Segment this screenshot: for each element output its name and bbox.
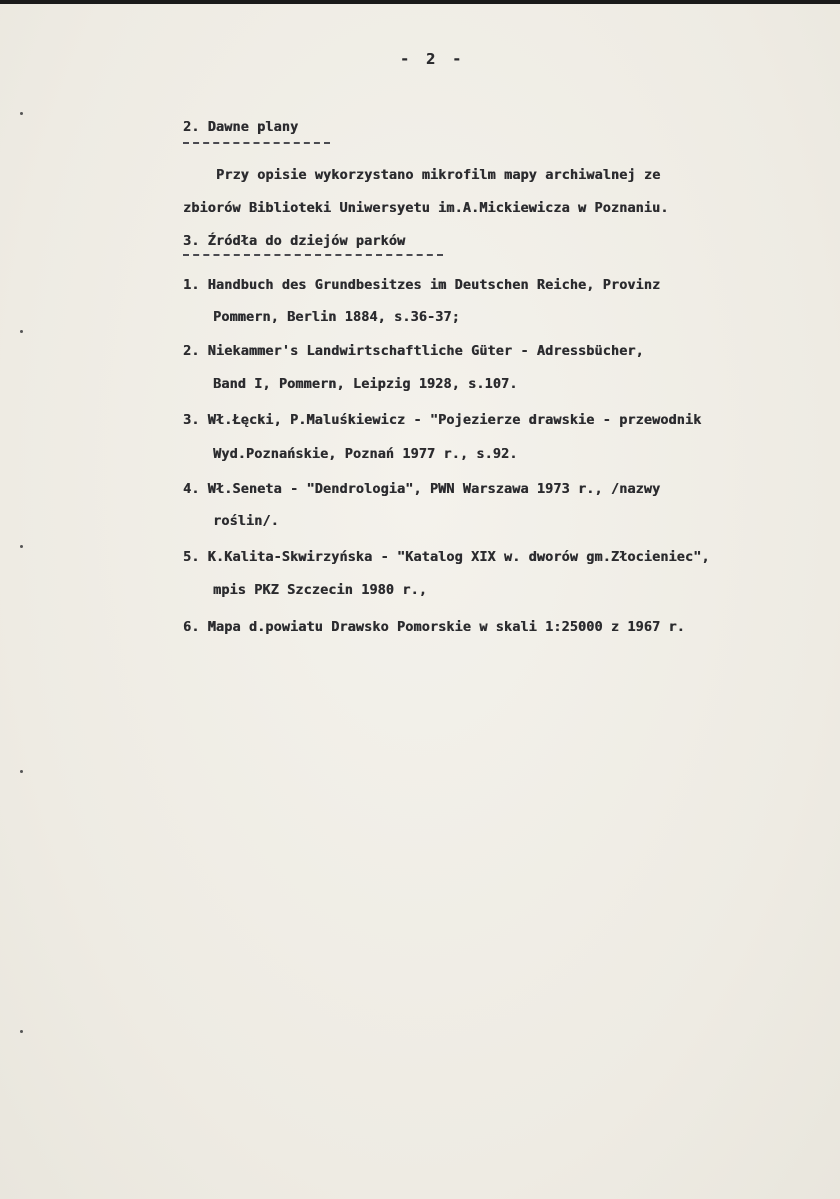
section-2-underline <box>183 142 330 144</box>
source-item-1-line-1: 1. Handbuch des Grundbesitzes im Deutschen Reiche, Provinz <box>183 277 661 293</box>
section-2-paragraph-line-2: zbiorów Biblioteki Uniwersyetu im.A.Mickiewicza w Poznaniu. <box>183 200 669 216</box>
scan-edge <box>0 0 840 4</box>
page-number: - 2 - <box>400 50 466 68</box>
source-item-4-line-1: 4. Wł.Seneta - "Dendrologia", PWN Warszawa 1973 r., /nazwy <box>183 481 661 497</box>
source-item-3-line-2: Wyd.Poznańskie, Poznań 1977 r., s.92. <box>213 446 518 462</box>
section-2-heading: 2. Dawne plany <box>183 119 299 135</box>
margin-speck <box>20 112 23 115</box>
margin-speck <box>20 1030 23 1033</box>
section-3-underline <box>183 254 443 256</box>
source-item-2-line-1: 2. Niekammer's Landwirtschaftliche Güter - Adressbücher, <box>183 343 644 359</box>
source-item-2-line-2: Band I, Pommern, Leipzig 1928, s.107. <box>213 376 518 392</box>
source-item-6-line-1: 6. Mapa d.powiatu Drawsko Pomorskie w skali 1:25000 z 1967 r. <box>183 619 685 635</box>
source-item-1-line-2: Pommern, Berlin 1884, s.36-37; <box>213 309 460 325</box>
margin-speck <box>20 545 23 548</box>
margin-speck <box>20 330 23 333</box>
source-item-4-line-2: roślin/. <box>213 513 279 529</box>
section-2-paragraph-line-1: Przy opisie wykorzystano mikrofilm mapy archiwalnej ze <box>216 167 661 183</box>
margin-speck <box>20 770 23 773</box>
source-item-5-line-2: mpis PKZ Szczecin 1980 r., <box>213 582 427 598</box>
section-3-heading: 3. Źródła do dziejów parków <box>183 233 406 249</box>
source-item-3-line-1: 3. Wł.Łęcki, P.Maluśkiewicz - "Pojezierze drawskie - przewodnik <box>183 412 702 428</box>
source-item-5-line-1: 5. K.Kalita-Skwirzyńska - "Katalog XIX w. dworów gm.Złocieniec", <box>183 549 710 565</box>
